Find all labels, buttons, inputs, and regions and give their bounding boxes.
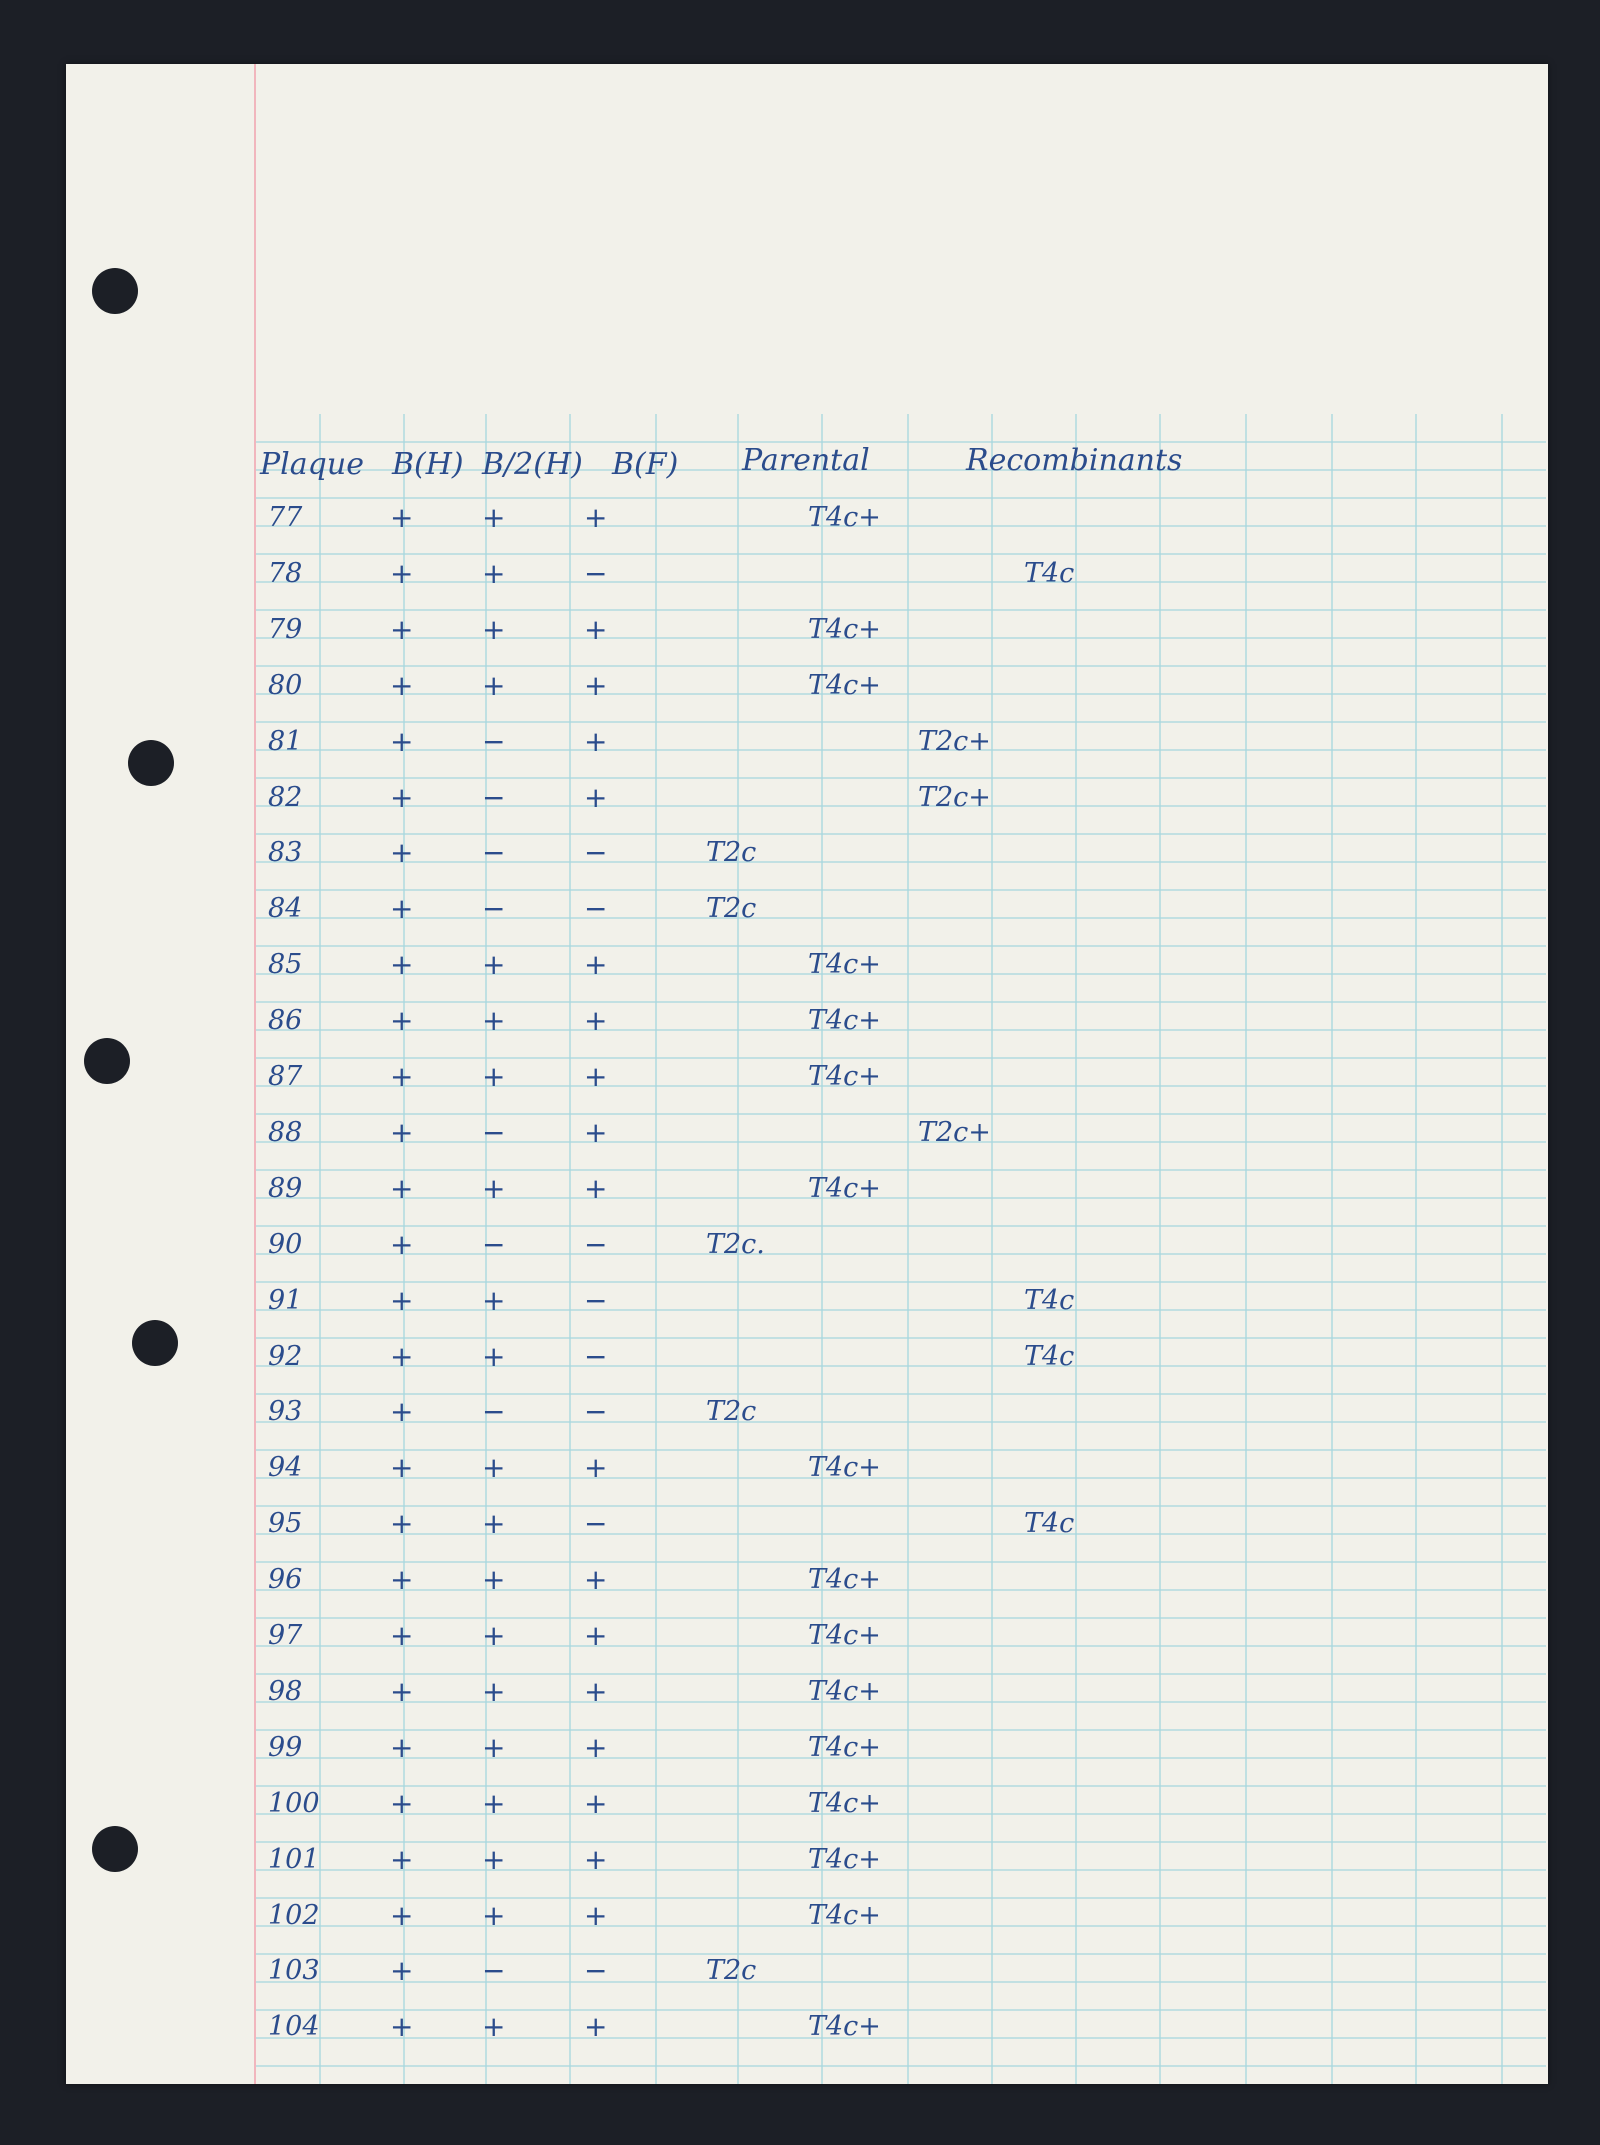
cell-b2-h: +: [482, 1171, 506, 1205]
cell-plaque: 96: [268, 1564, 303, 1596]
cell-plaque: 102: [268, 1899, 320, 1931]
cell-plaque: 87: [268, 1061, 303, 1092]
cell-plaque: 80: [268, 669, 303, 701]
cell-b2-h: +: [482, 1563, 506, 1597]
cell-b-h: +: [390, 668, 414, 702]
cell-b-f: −: [584, 556, 608, 590]
cell-parental-t4: T4c+: [808, 1620, 881, 1651]
cell-b-h: +: [390, 612, 414, 646]
cell-b-f: +: [584, 1898, 608, 1932]
cell-b-h: +: [390, 1786, 414, 1820]
cell-b-f: +: [584, 501, 608, 534]
header-plaque: Plaque: [260, 447, 364, 482]
margin-line: [254, 64, 256, 2084]
cell-plaque: 92: [268, 1340, 303, 1372]
cell-b2-h: −: [482, 892, 506, 926]
cell-plaque: 82: [268, 781, 303, 813]
cell-b-f: +: [584, 1842, 608, 1876]
cell-plaque: 89: [268, 1172, 303, 1204]
cell-parental-t4: T4c+: [808, 1899, 881, 1931]
cell-b-h: +: [390, 948, 414, 982]
notebook-page: [66, 64, 1548, 2084]
cell-b2-h: +: [482, 668, 506, 702]
cell-parental-t4: T4c+: [808, 1452, 881, 1484]
cell-b-f: +: [584, 1730, 608, 1764]
punch-hole: [84, 1038, 130, 1084]
punch-hole: [92, 1826, 138, 1872]
cell-b-f: +: [584, 1115, 608, 1149]
cell-b-f: +: [584, 1451, 608, 1485]
cell-parental-t4: T4c+: [808, 502, 881, 533]
cell-b2-h: +: [482, 1339, 506, 1373]
cell-b-h: +: [390, 501, 414, 534]
cell-b2-h: +: [482, 1004, 506, 1038]
cell-parental-t4: T4c+: [808, 1731, 881, 1763]
cell-b-f: −: [584, 1283, 608, 1317]
cell-b-h: +: [390, 1451, 414, 1485]
cell-b-h: +: [390, 2010, 414, 2044]
cell-b2-h: +: [482, 1674, 506, 1708]
cell-b2-h: −: [482, 1954, 506, 1988]
cell-b-f: +: [584, 1674, 608, 1708]
cell-recomb-t2: T2c+: [918, 725, 991, 757]
header-b-h: B(H): [392, 447, 464, 482]
header-recombinants: Recombinants: [966, 443, 1183, 478]
cell-recomb-t4: T4c: [1024, 557, 1075, 589]
cell-b-h: +: [390, 724, 414, 758]
cell-plaque: 100: [268, 1787, 320, 1819]
punch-hole: [132, 1320, 178, 1366]
cell-parental-t4: T4c+: [808, 1061, 881, 1092]
cell-b2-h: +: [482, 556, 506, 590]
cell-recomb-t2: T2c+: [918, 781, 991, 813]
cell-b-h: +: [390, 1227, 414, 1261]
cell-b2-h: +: [482, 501, 506, 534]
cell-b-h: +: [390, 892, 414, 926]
cell-b-f: +: [584, 668, 608, 702]
cell-b-f: −: [584, 1227, 608, 1261]
cell-b2-h: −: [482, 1395, 506, 1429]
cell-plaque: 93: [268, 1396, 303, 1428]
punch-hole: [92, 268, 138, 314]
cell-b2-h: −: [482, 1115, 506, 1149]
cell-b-h: +: [390, 1171, 414, 1205]
cell-b-f: −: [584, 1395, 608, 1429]
cell-b-h: +: [390, 836, 414, 870]
cell-plaque: 99: [268, 1731, 303, 1763]
cell-b-f: −: [584, 1954, 608, 1988]
cell-parental-t4: T4c+: [808, 613, 881, 645]
cell-parental-t4: T4c+: [808, 1843, 881, 1875]
cell-b-h: +: [390, 1619, 414, 1652]
cell-plaque: 78: [268, 557, 303, 589]
cell-b-h: +: [390, 1674, 414, 1708]
cell-plaque: 86: [268, 1005, 303, 1037]
cell-plaque: 88: [268, 1116, 303, 1148]
cell-b2-h: −: [482, 836, 506, 870]
cell-b-h: +: [390, 1395, 414, 1429]
cell-b-h: +: [390, 1730, 414, 1764]
cell-plaque: 101: [268, 1843, 320, 1875]
cell-parental-t4: T4c+: [808, 949, 881, 981]
cell-b2-h: +: [482, 1283, 506, 1317]
cell-b-h: +: [390, 780, 414, 814]
cell-parental-t4: T4c+: [808, 669, 881, 701]
cell-plaque: 91: [268, 1284, 303, 1316]
cell-b-h: +: [390, 1563, 414, 1597]
cell-parental-t4: T4c+: [808, 2011, 881, 2043]
cell-b-h: +: [390, 1898, 414, 1932]
cell-parental-t4: T4c+: [808, 1675, 881, 1707]
cell-b-f: +: [584, 1619, 608, 1652]
cell-b2-h: +: [482, 1786, 506, 1820]
cell-plaque: 94: [268, 1452, 303, 1484]
cell-plaque: 81: [268, 725, 303, 757]
punch-hole: [128, 740, 174, 786]
cell-b-f: +: [584, 1786, 608, 1820]
cell-plaque: 95: [268, 1508, 303, 1540]
cell-plaque: 83: [268, 837, 303, 869]
cell-b-f: +: [584, 1060, 608, 1093]
cell-b-f: −: [584, 892, 608, 926]
cell-parental-t2: T2c.: [706, 1228, 765, 1260]
cell-b-h: +: [390, 1339, 414, 1373]
cell-b-f: −: [584, 1339, 608, 1373]
cell-recomb-t4: T4c: [1024, 1340, 1075, 1372]
cell-recomb-t4: T4c: [1024, 1284, 1075, 1316]
cell-b-h: +: [390, 556, 414, 590]
cell-b-f: −: [584, 1507, 608, 1541]
cell-b2-h: +: [482, 2010, 506, 2044]
cell-b-h: +: [390, 1954, 414, 1988]
cell-b2-h: +: [482, 1730, 506, 1764]
cell-b-f: +: [584, 1004, 608, 1038]
cell-b2-h: +: [482, 1060, 506, 1093]
cell-plaque: 84: [268, 893, 303, 925]
cell-b-f: +: [584, 1171, 608, 1205]
header-b-f: B(F): [612, 447, 679, 482]
cell-plaque: 98: [268, 1675, 303, 1707]
cell-b-f: +: [584, 724, 608, 758]
cell-b2-h: +: [482, 1842, 506, 1876]
cell-plaque: 79: [268, 613, 303, 645]
cell-parental-t4: T4c+: [808, 1564, 881, 1596]
cell-parental-t4: T4c+: [808, 1787, 881, 1819]
cell-b2-h: +: [482, 1619, 506, 1652]
cell-b2-h: +: [482, 612, 506, 646]
cell-b-h: +: [390, 1004, 414, 1038]
cell-plaque: 104: [268, 2011, 320, 2043]
cell-b-f: +: [584, 1563, 608, 1597]
cell-b-h: +: [390, 1507, 414, 1541]
header-parental: Parental: [742, 443, 870, 478]
cell-b2-h: +: [482, 1898, 506, 1932]
cell-b2-h: +: [482, 948, 506, 982]
cell-b-h: +: [390, 1115, 414, 1149]
cell-parental-t2: T2c: [706, 1955, 757, 1987]
cell-plaque: 90: [268, 1228, 303, 1260]
cell-parental-t2: T2c: [706, 1396, 757, 1428]
cell-plaque: 97: [268, 1620, 303, 1651]
cell-b-h: +: [390, 1842, 414, 1876]
cell-b2-h: +: [482, 1451, 506, 1485]
cell-plaque: 77: [268, 502, 303, 533]
cell-b-f: +: [584, 948, 608, 982]
cell-parental-t2: T2c: [706, 893, 757, 925]
cell-b2-h: −: [482, 724, 506, 758]
cell-b-f: +: [584, 780, 608, 814]
cell-b-f: −: [584, 836, 608, 870]
cell-b2-h: +: [482, 1507, 506, 1541]
cell-b-f: +: [584, 2010, 608, 2044]
cell-parental-t4: T4c+: [808, 1005, 881, 1037]
cell-b-h: +: [390, 1060, 414, 1093]
cell-b-h: +: [390, 1283, 414, 1317]
cell-recomb-t4: T4c: [1024, 1508, 1075, 1540]
cell-parental-t2: T2c: [706, 837, 757, 869]
cell-b2-h: −: [482, 1227, 506, 1261]
cell-plaque: 103: [268, 1955, 320, 1987]
cell-recomb-t2: T2c+: [918, 1116, 991, 1148]
cell-plaque: 85: [268, 949, 303, 981]
cell-b-f: +: [584, 612, 608, 646]
header-b2-h: B/2(H): [482, 447, 583, 482]
cell-parental-t4: T4c+: [808, 1172, 881, 1204]
cell-b2-h: −: [482, 780, 506, 814]
